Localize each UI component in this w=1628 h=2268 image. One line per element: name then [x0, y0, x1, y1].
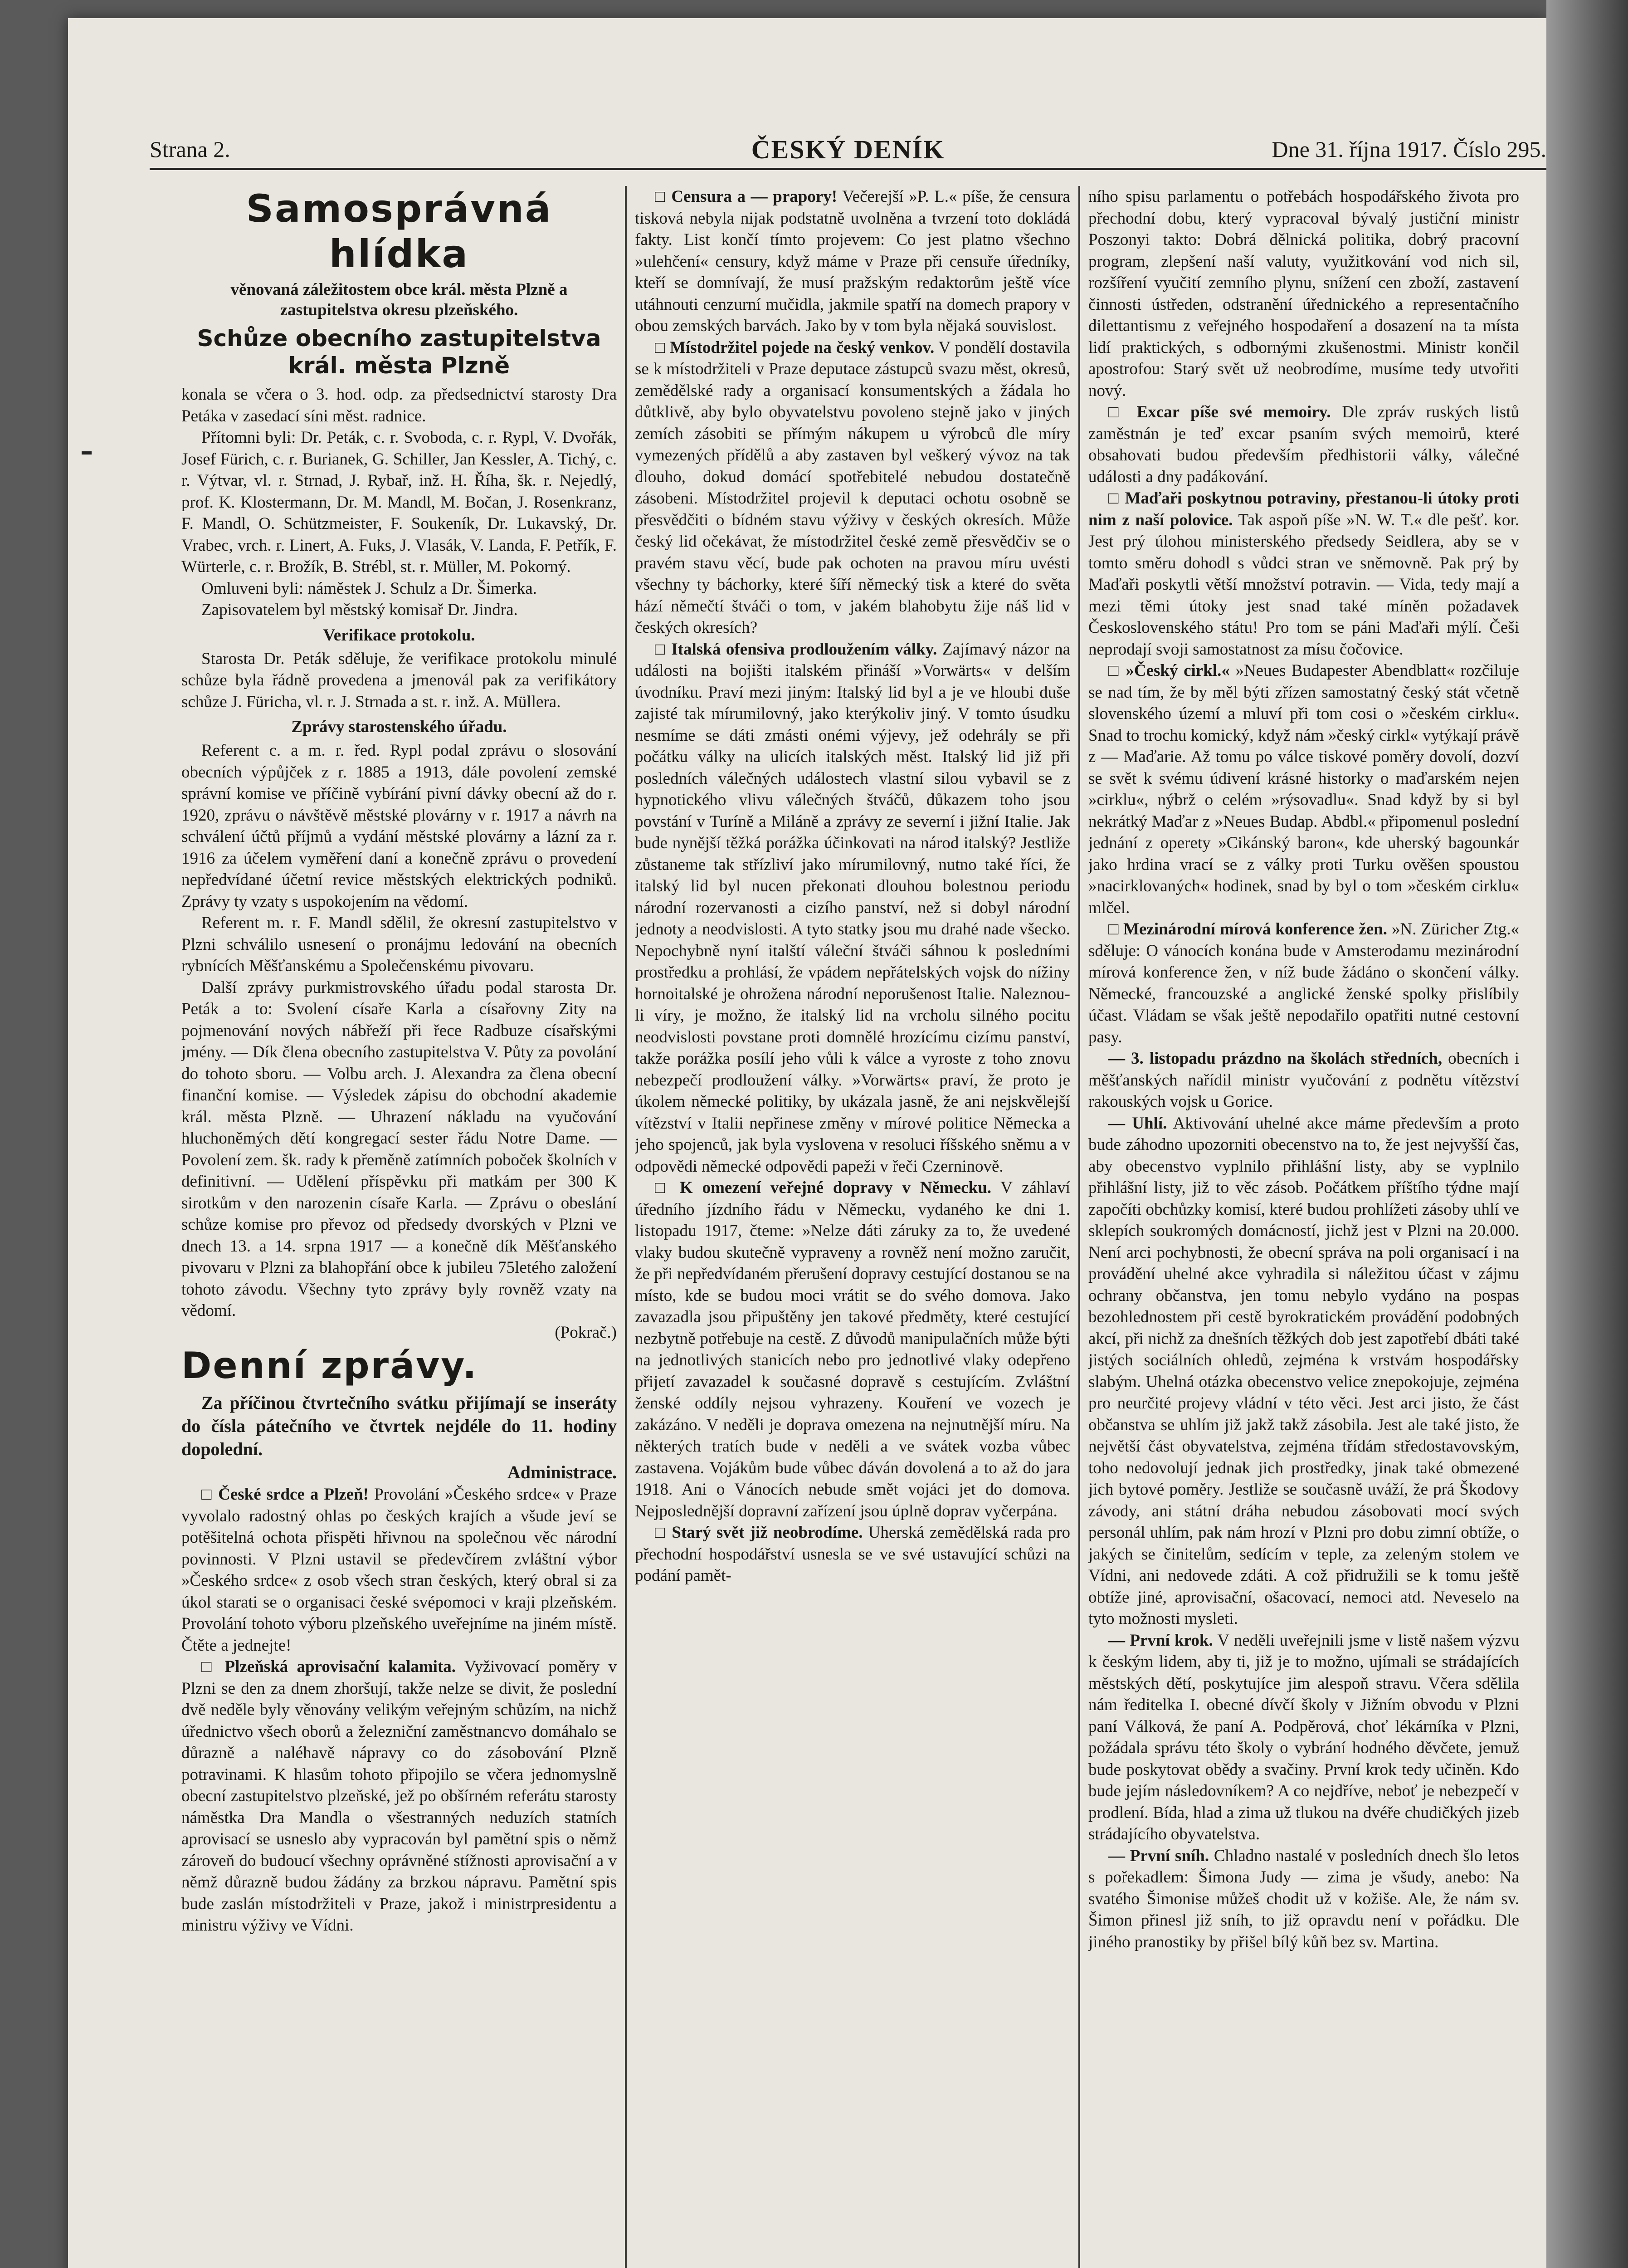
column-2 [635, 186, 1070, 2268]
article-paragraph: Referent m. r. F. Mandl sdělil, že okresní zastupitelstvo v Plzni schválilo usnesení o pronájmu ledování na obecních rybnících Měšťanskému a Společenskému pivovaru. [181, 914, 617, 975]
news-item-lead: Italská ofensiva prodloužením války. [671, 640, 937, 659]
news-item-text: »N. Züricher Ztg.« sděluje: O vánocích konána bude v Amsterodamu mezinárodní mírová konference žen, v níž bude žádáno o skončení války. Německé, francouzské a anglické ženské spolky přislíbily účast. Vládam se však ještě nepodařilo opatřiti nutné cestovní pasy. [1088, 920, 1519, 1046]
article-paragraph: Přítomni byli: Dr. Peták, c. r. Svoboda, c. r. Rypl, V. Dvořák, Josef Fürich, c. r. Burianek, G. Schiller, Jan Kessler, A. Tichý, c. r. Výtvar, vl. r. Strnad, J. Rybař, inž. H. Říha, šk. r. Nejedlý, prof. K. Klostermann, Dr. M. Mandl, M. Bočan, J. Rosenkranz, F. Mandl, O. Schützmeister, F. Soukeník, Dr. Lukavský, Dr. Vrabec, vrch. r. Linert, A. Fuks, J. Vlasák, V. Landa, F. Petřík, F. Würterle, c. r. Brožík, B. Strébl, st. r. Müller, M. Pokorný. [181, 428, 617, 576]
subheading-verifikace: Verifikace protokolu. [323, 626, 475, 645]
article-paragraph: Omluveni byli: náměstek J. Schulz a Dr. Šimerka. [201, 579, 537, 598]
page-header [150, 136, 1546, 170]
news-item [1088, 401, 1519, 488]
news-item-lead: — První krok. [1108, 1631, 1213, 1650]
news-item [1088, 1113, 1519, 1630]
bullet-square-icon: □ [1108, 920, 1124, 938]
news-item-text: Vyživovací poměry v Plzni se den za dnem zhoršují, takže nelze se divit, že poslední dvě neděle byly věnovány velikým veřejným schůzím, na nichž úřednictvo všech oborů a železniční zaměstnancvo domáhalo se důrazně a naléhavě nápravy co do zásobování Plzně potravinami. K hlasům tohoto připojilo se včera jednomyslně obecní zastupitelstvo plzeňské, jež po obšírném referátu starosty náměstka Dra Mandla o všestranných neduzích statních aprovisací se usneslo aby vypracován byl pamětní spis o němž zároveň do budoucí všechny oprávněné stížnosti aprovisační a v němž důrazně budou žádány za brzkou nápravu. Pamětní spis bude zaslán místodržiteli v Praze, jakož i ministrpresidentu a ministru výživy ve Vídni. [181, 1657, 617, 1935]
news-item-text: V pondělí dostavila se k místodržiteli v Praze deputace zástupců svazu měst, okresů, zemědělské rady a organisací konsumentských a žádala ho důtklivě, aby bylo obyvatelstvu povoleno stejně jako v jiných zemích zásobiti se přímým nákupem u výrobců dle míry vymezených přídělů a aby zastaven byl veškerý vývoz na tak dlouho, dokud domácí spotřebitelé nebudou dostatečně zásobeni. Místodržitel projevil k deputaci ochotu osobně se přesvědčiti o bídném stavu výživy v českých okresích. Může český lid očekávat, že místodržitel české země přesvědčiv se o pravém stavu věcí, bude pak ochoten na pravou míru uvésti všechny ty báchorky, které šíří německý tisk a které do světa hází němečtí štváči o tom, v jakém blahobytu žije náš lid v českých okresích? [635, 338, 1070, 637]
bullet-square-icon: □ [201, 1657, 225, 1676]
news-item-lead: Censura a — prapory! [671, 187, 838, 206]
bullet-square-icon: □ [655, 640, 672, 659]
news-item [1088, 1630, 1519, 1845]
news-item-lead: Starý svět již neobrodíme. [672, 1523, 863, 1542]
meeting-title: Schůze obecního zastupitelstva král. města Plzně [197, 325, 601, 379]
news-item-lead: Maďaři poskytnou potraviny, přestanou-li útoky proti nim z naší polovice. [1088, 489, 1519, 529]
bullet-square-icon: □ [655, 1178, 680, 1197]
scan-edge-shadow [1546, 0, 1628, 2268]
news-item [181, 1484, 617, 1656]
news-item-lead: Excar píše své memoiry. [1136, 403, 1331, 421]
news-item-text: V záhlaví úředního jízdního řádu v Německu, vydaného ke dni 1. listopadu 1917, čteme: »Nelze dáti záruky za to, že uvedené vlaky budou skutečně vypraveny a rovněž není možno zaručit, že při nepředvídaném přerušení dopravy cestující dostanou se na místo, kde se budou moci vrátit se do svého domova. Jako zavazadla jsou připuštěny jen takové předměty, které cestující nezbytně potřebuje na cestě. Z důvodů manipulačních může býti na jednotlivých stanicích nebo pro jednotlivé vlaky odepřeno přijetí zavazadel k současné dopravě s cestujícím. Zvláštní ženské oddíly nejsou vyhrazeny. Kouření ve vozech je zakázáno. V neděli je doprava omezena na nejnutnější míru. Na některých tratích bude v neděli a ve svátek vozba vůbec zastavena. Vojákům bude vůbec dáván dovolená a to až do jara 1918. Ani o Vánocích nebude smět vojáci jet do domova. Nejposlednější dopravní zařízení jsou úplně doprav vyčerpána. [635, 1178, 1070, 1520]
news-item [1088, 660, 1519, 919]
bullet-square-icon: □ [655, 1523, 672, 1542]
news-item-text: V neděli uveřejnili jsme v listě našem výzvu k českým lidem, aby ti, již je to možno, ujímali se strádajících městských dětí, poskytujíce jim alespoň stravu. Včera sdělila nám ředitelka I. obecné dívčí školy v Jižním obvodu v Plzni paní Válková, že paní A. Podpěrová, choť lékárníka v Plzni, požádala správu této školy o vybrání hodného děvčete, jemuž bude poskytovat obědy a svačiny. První krok tedy učiněn. Kdo bude jejím následovníkem? A co nejdříve, neboť je nebezpečí v prodlení. Bída, hlad a zima už tlukou na dvéře chudičkých jizeb strádajícího obyvatelstva. [1088, 1631, 1519, 1843]
bullet-square-icon: □ [655, 187, 672, 206]
article-paragraph: konala se včera o 3. hod. odp. za předsednictví starosty Dra Petáka v zasedací síni měst. radnice. [181, 385, 617, 425]
news-item-text: Tak aspoň píše »N. W. T.« dle pešť. kor. Jest prý úlohou ministerského předsedy Seidlera, aby se v tomto směru dohodl s vůdci stran ve sněmovně. Pak prý by Maďaři poskytli větší množství potravin. — Vida, tedy mají a mezi těmi útoky jest snad také míněn požadavek Československého státu! Pro tom se páni Maďaři mýlí. Češi neprodají svoji samostatnost za mísu čočovice. [1088, 510, 1519, 659]
bullet-square-icon: □ [201, 1485, 219, 1504]
news-item [1088, 488, 1519, 660]
masthead: ČESKÝ DENÍK [751, 135, 945, 164]
margin-mark [82, 451, 92, 455]
column-rule-1 [625, 186, 627, 2268]
news-item-text: Dle zpráv ruských listů zaměstnán je teď excar psaním svých memoirů, které obsahovati budou především předhistorii války, válečné události a dny padákování. [1088, 403, 1519, 486]
section-title-denni: Denní zprávy. [181, 1344, 478, 1387]
section-subtitle: věnovaná záležitostem obce král. města Plzně a zastupitelstva okresu plzeňského. [230, 280, 568, 319]
news-item [1088, 1048, 1519, 1113]
article-paragraph: Zapisovatelem byl městský komisař Dr. Jindra. [201, 601, 518, 619]
news-item [635, 639, 1070, 1178]
news-item [1088, 1845, 1519, 1953]
article-paragraph: Starosta Dr. Peták sděluje, že verifikace protokolu minulé schůze byla řádně provedena a jmenovál pak za verifikátory schůze J. Füricha, vl. r. J. Strnada a st. r. inž. A. Müllera. [181, 649, 617, 711]
admin-notice-sign: Administrace. [507, 1462, 617, 1482]
news-item-text: Chladno nastalé v posledních dnech šlo letos s pořekadlem: Šimona Judy — zima je všudy, anebo: Na svatého Šimonise můžeš chodit už v kožiše. Ale, že nám sv. Šimon přinesl již sníh, to již opravdu není v pořádku. Dle jiného pranostiky by přišel bílý kůň bez sv. Martina. [1088, 1846, 1519, 1951]
bullet-square-icon: □ [1108, 403, 1137, 421]
news-item-text: »Neues Budapester Abendblatt« rozčiluje se nad tím, že by měl býti zřízen samostatný český stát včetně slovenského území a mluví při tom cosi o »českém cirklu«. Snad to trochu komický, když nám »český cirkl« vytýkají právě z — Maďarie. Až tomu po válce tiskové poměry dovolí, dozví se svět k svému údivení krásné historky o maďarském nejen »cirklu«, nýbrž o celém »rýsovadlu«. Snad když by si byl nekrátký Maďar z »Neues Budap. Abdbl.« připomenul poslední jednání z operety »Cikánský baron«, kde uherský bagounkár jako hrdina vrací se z války proti Turku ověšen spoustou »nacirklovaných« hodinek, snad by byl o tom »českém cirklu« mlčel. [1088, 661, 1519, 917]
news-item [181, 1656, 617, 1936]
news-item-lead: České srdce a Plzeň! [218, 1485, 369, 1504]
news-item-lead: — První sníh. [1108, 1846, 1209, 1865]
news-item [1088, 919, 1519, 1048]
column-1 [181, 186, 617, 2268]
news-item-lead: — Uhlí. [1108, 1114, 1167, 1133]
page-number: Strana 2. [150, 137, 230, 162]
news-item-lead: K omezení veřejné dopravy v Německu. [679, 1178, 991, 1197]
issue-date: Dne 31. října 1917. Číslo 295. [1272, 137, 1546, 162]
news-item-lead: Plzeňská aprovisační kalamita. [224, 1657, 456, 1676]
news-item-text: Aktivování uhelné akce máme především a proto bude záhodno upozorniti obecenstvo na to, že jest nejvyšší čas, aby obecenstvo vyplnilo přihlášní listy, aby se vyplnilo přihlášní listy, již to věc zásob. Počátkem příštího týdne mají započíti obchůzky komisí, které budou prohlížeti zásoby uhlí ve sklepích soukromých domácností, jichž jest v Plzni na 20.000. Není arci pochybnosti, že obecní správa na poli organisací i na provádění uhelné akce vyhradila si náležitou účast v zájmu ochrany občanstva, jen tomu nebylo vydáno na pospas bezohlednostem při cestě byrokratickém provádění podobných akcí, při nichž za dnešních těžkých dob jest zapotřebí dbáti také jistých sociálních ohledů, zejména k vrstvám hospodářsky slabým. Uhelná otázka obecenstvo velice znepokojuje, zejména pro neurčité projevy vládní v této věci. Jest arci jisto, že část občanstva se uhlím již jakž takž zásobila. Jest ale také jisto, že největší část obyvatelstva, zejména třídám středostavovským, toho nedovolují jednak jich prostředky, jinak také obmezené jich bytové poměry. Jestliže se současně uváží, že prá Škodovy závody, ani státní dráha nebudou zásobovati mocí svých personál uhlím, pak nám hrozí v Plzni pro dobu zimní obtíže, o jakých se činitelům, sedícím v teple, za zeleným stolem ve Vídni, ani nedovede zdáti. A což přidružili se k tomu ještě obtíže jiné, aprovisační, ošacovací, nemoci atd. Neveselo na tyto možnosti mysleti. [1088, 1114, 1519, 1628]
news-item [635, 1522, 1070, 1587]
news-item-text: Zajímavý názor na události na bojišti italském přináší »Vorwärts« v delším úvodníku. Praví mezi jiným: Italský lid byl a je ve hloubi duše zajisté tak mírumilovný, jako kterýkoliv jiný. V tomto úsudku nesmíme se dáti zmásti onémi výjevy, jež odehrály se při počátku války na ulicích italských měst. Italský lid již při posledních válečných událostech vlastní silou vybavil se z hypnotického vlivu válečných štváčů, důkazem toho jsou povstání v Turíně a Miláně a zprávy ze severní i jižní Italie. Jak bude nynější těžká porážka účinkovati na národ italský? Jestliže zůstaneme tak střízliví jako mírumilovný, nutno také říci, že italský lid byl nucen překonati dlouhou bolestnou periodu národní rozervanosti a cizího panství, než si dobyl národní jednoty a neodvislosti. A tyto statky jsou mu drahé nade všecko. Nepochybně nyní italští váleční štváči sáhnou k posledními prostředku a prohlásí, že vpádem nepřátelských vojsk do nížiny hornoitalské je ohrožena národní neporušenost Italie. Naleznou-li víry, je možno, že italský lid na vrcholu silného pocitu neodvislosti povstane proti domnělé hrozícímu cizímu panství, takže porážka posílí jeho vůli k válce a vyroste z toho znovu nebezpečí prodloužení války. »Vorwärts« praví, že proto je úkolem německé politiky, by ukázala jasně, že ani nejskvělejší vítězství v Italii nepřinese změny v mírové politice Německa a jeho spojenců, jak byla vyslovena v resoluci říšského sněmu a v odpovědi německé odpovědi papeži v řeči Czerninově. [635, 640, 1070, 1176]
article-paragraph: ního spisu parlamentu o potřebách hospodářského života pro přechodní dobu, který vypracoval bývalý justiční ministr Poszonyi takto: Dobrá dělnická politika, dobrý pracovní program, zlepšení naší valuty, využitkování vod nich sil, rozšíření vyučití zemního plynu, snížení cen zboží, zastavení činnosti ústředen, odstranění úřednického a representačního dilettantismu z veřejného hospodaření a dosazení na ta místa lidí praktických, s odbornými zkušenostmi. Ministr končil apostrofou: Starý svět už neobrodíme, musíme tedy utvořiti nový. [1088, 187, 1519, 400]
bullet-square-icon: □ [1108, 489, 1125, 508]
news-item-lead: — 3. listopadu prázdno na školách středních, [1108, 1049, 1443, 1068]
news-item [635, 1177, 1070, 1522]
news-item-lead: Místodržitel pojede na český venkov. [669, 338, 935, 357]
article-paragraph: Další zprávy purkmistrovského úřadu podal starosta Dr. Peták a to: Svolení císaře Karla a císařovny Zity na pojmenování nových nábřeží při řece Radbuze císařskými jmény. — Dík člena obecního zastupitelstva V. Půty za povolání do tohoto sboru. — Volbu arch. J. Alexandra za člena obecní finanční komise. — Výsledek zápisu do obchodní akademie král. města Plzně. — Uhrazení nákladu na vyučování hluchoněmých dětí kongregací sester řádu Notre Dame. — Povolení zem. šk. rady k přeměně zatímních poboček školních v definitivní. — Udělení příspěvku při matkám per 300 K sirotkům v den narozenin císaře Karla. — Zprávu o obeslání schůze komise pro převoz od předsedy dvorských v Plzni ve dnech 13. a 14. srpna 1917 — a konečně dík Měšťanského pivovaru v Plzni za blahopřání obce k jubileu 75letého založení tohoto závodu. Všechny tyto zprávy byly rovněž vzaty na vědomí. [181, 978, 617, 1320]
bullet-square-icon: □ [655, 338, 670, 357]
column-3 [1088, 186, 1519, 2268]
news-item-text: Večerejší »P. L.« píše, že censura tisková nebyla nijak podstatně uvolněna a tvrzení toto dokládá fakty. List končí tímto projevem: Co jest platno všechno »ulehčení« censury, když máme v Praze při censuře úředníky, kteří se domnívají, že musí pražským redaktorům ještě více utáhnouti cenzurní mučidla, jakmile spatří na domech prapory v obou zemských barvách. Jako by v tom byla nějaká souvislost. [635, 187, 1070, 335]
article-paragraph: Referent c. a m. r. řed. Rypl podal zprávu o slosování obecních výpůjček z r. 1885 a 1913, dále povolení zemské správní komise ve příčině vybírání pivní dávky obecní až do r. 1920, zprávu o návštěvě městské plovárny v r. 1917 a návrh na schválení účtů příjmů a vydání městské plovárny a lázní za r. 1916 za účelem vyměření daní a konečně zprávu o provedení nepředvídané účetní revice městských elektrických podniků. Zprávy ty vzaty s uspokojením na vědomí. [181, 741, 617, 911]
admin-notice: Za příčinou čtvrtečního svátku přijímají se inseráty do čísla pátečního ve čtvrtek nejdéle do 11. hodiny dopolední. [181, 1393, 617, 1459]
news-item-lead: »Český cirkl.« [1126, 661, 1230, 680]
news-item [635, 337, 1070, 639]
section-title-samospravna: Samosprávná hlídka [246, 186, 552, 276]
column-rule-2 [1078, 186, 1080, 2268]
news-item-text: Provolání »Českého srdce« v Praze vyvolalo radostný ohlas po českých krajích a všude jeví se potěšitelná ochota přispěti hřivnou na společnou věc národní povinnosti. V Plzni ustavil se předevčírem zvláštní výbor »Českého srdce« z osob všech stran českých, který obral si za úkol starati se o organisaci české svépomoci v kraji plzeňském. Provolání tohoto výboru plzeňského uveřejníme na jiném místě. Čtěte a jednejte! [181, 1485, 617, 1655]
subheading-zpravy: Zprávy starostenského úřadu. [291, 718, 507, 736]
news-item-lead: Mezinárodní mírová konference žen. [1123, 920, 1387, 938]
news-item [635, 186, 1070, 337]
news-item-text: obecních i měšťanských nařídil ministr vyučování z podnětu vítězství rakouských vojsk u Gorice. [1088, 1049, 1519, 1111]
news-item-text: Uherská zemědělská rada pro přechodní hospodářství usnesla se ve své ustavující schůzi na podání pamět- [635, 1523, 1070, 1585]
continued-note: (Pokrač.) [555, 1323, 617, 1342]
bullet-square-icon: □ [1108, 661, 1126, 680]
